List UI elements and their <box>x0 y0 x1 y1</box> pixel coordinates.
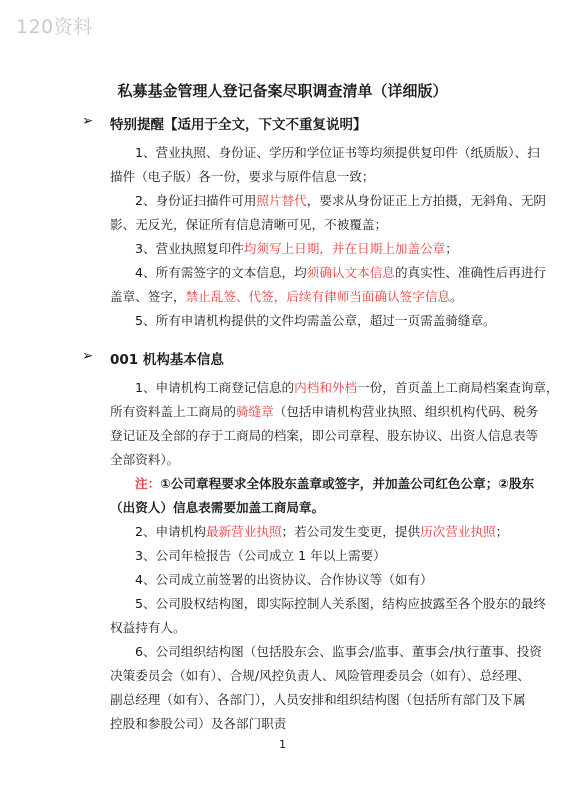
text-span: 盖章、签字， <box>110 289 186 304</box>
text-span: ①公司章程要求全体股东盖章或签字，并加盖公司红色公章；②股东 <box>160 476 535 491</box>
text-line: 5、所有申请机构提供的文件均需盖公章，超过一页需盖骑缝章。 <box>135 313 496 328</box>
section-heading-special-notice <box>82 113 367 133</box>
text-span: ；若公司发生变更，提供 <box>281 524 421 539</box>
text-line <box>110 376 559 400</box>
text-line: 副总经理（如有）、各部门），人员安排和组织结构图（包括所有部门及下属 <box>110 692 526 707</box>
highlight-red: 内档和外档 <box>294 380 358 395</box>
paragraph-2-5 <box>110 592 547 640</box>
highlight-red: 骑缝章 <box>235 404 274 419</box>
paragraph-4 <box>110 261 547 309</box>
section-heading-text: 001 机构基本信息 <box>110 352 224 368</box>
text-line <box>110 189 547 213</box>
arrow-bullet-icon: ➢ <box>82 348 94 364</box>
highlight-red: 最新营业执照 <box>205 524 282 539</box>
text-span: ； <box>445 241 458 256</box>
page-number: 1 <box>279 738 286 751</box>
text-line: （出资人）信息表需要加盖工商局章。 <box>110 500 325 515</box>
highlight-red: 禁止乱签、代签，后续有律师当面确认签字信息 <box>185 289 451 304</box>
watermark: 120资料 <box>16 16 93 38</box>
text-line: 1、营业执照、身份证、学历和学位证书等均须提供复印件（纸质版）、扫 <box>135 145 540 160</box>
text-line: 3、公司年检报告（公司成立 1 年以上需要） <box>135 548 386 563</box>
text-span: 所有资料盖上工商局的 <box>110 404 236 419</box>
text-line: 描件（电子版）各一份，要求与原件信息一致； <box>110 169 375 184</box>
paragraph-2-3 <box>110 544 480 568</box>
text-span: 3、营业执照复印件 <box>135 241 244 256</box>
text-line: 控股和参股公司）及各部门职责 <box>110 716 287 731</box>
note-label: 注： <box>135 476 161 491</box>
text-span: 一份，首页盖上工商局档案查询章， <box>357 380 559 395</box>
highlight-red: 照片替代 <box>256 193 307 208</box>
note-paragraph <box>110 472 535 520</box>
section-heading-text: 特别提醒【适用于全文，下文不重复说明】 <box>110 117 367 133</box>
arrow-bullet-icon: ➢ <box>82 113 94 129</box>
text-span: 2、申请机构 <box>135 524 206 539</box>
text-line <box>110 520 509 544</box>
text-line <box>110 285 480 309</box>
paragraph-2 <box>110 189 547 237</box>
section-heading-basic-info <box>82 348 224 368</box>
text-span: （包括申请机构营业执照、组织机构代码、税务 <box>273 404 539 419</box>
text-span: 。 <box>450 289 463 304</box>
text-span: 1、申请机构工商登记信息的 <box>135 380 295 395</box>
paragraph-2-6 <box>110 640 542 736</box>
paragraph-1 <box>110 141 540 189</box>
text-line: 全部资料）。 <box>110 452 180 467</box>
text-line <box>110 400 539 424</box>
paragraph-2-4 <box>110 568 480 592</box>
text-line <box>110 261 547 285</box>
text-span: ； <box>495 524 509 539</box>
text-line: 权益持有人。 <box>110 620 186 635</box>
highlight-red: 历次营业执照 <box>420 524 496 539</box>
text-span: 的真实性、准确性后再进行 <box>394 265 547 280</box>
document-title: 私募基金管理人登记备案尽职调查清单（详细版） <box>117 82 448 100</box>
text-span: 2、身份证扫描件可用 <box>135 193 257 208</box>
text-line: 5、公司股权结构图，即实际控制人关系图，结构应披露至各个股东的最终 <box>135 596 547 611</box>
text-line: 4、公司成立前签署的出资协议、合作协议等（如有） <box>135 572 433 587</box>
text-line <box>110 472 535 496</box>
paragraph-5 <box>110 309 496 333</box>
paragraph-3 <box>110 237 480 261</box>
text-line: 影、无反光，保证所有信息清晰可见，不被覆盖； <box>110 217 388 232</box>
highlight-red: 均须写上日期，并在日期上加盖公章 <box>243 241 446 256</box>
text-line: 登记证及全部的存于工商局的档案，即公司章程、股东协议、出资人信息表等 <box>110 428 539 443</box>
text-span: ，要求从身份证正上方拍摄，无斜角、无阴 <box>306 193 547 208</box>
text-span: 4、所有需签字的文本信息，均 <box>135 265 307 280</box>
highlight-red: 须确认文本信息 <box>306 265 395 280</box>
paragraph-2-2 <box>110 520 509 544</box>
text-line: 决策委员会（如有）、合规/风控负责人、风险管理委员会（如有）、总经理、 <box>110 668 530 683</box>
text-line <box>110 237 480 261</box>
text-line: 6、公司组织结构图（包括股东会、监事会/监事、董事会/执行董事、投资 <box>135 644 542 659</box>
paragraph-2-1 <box>110 376 559 472</box>
